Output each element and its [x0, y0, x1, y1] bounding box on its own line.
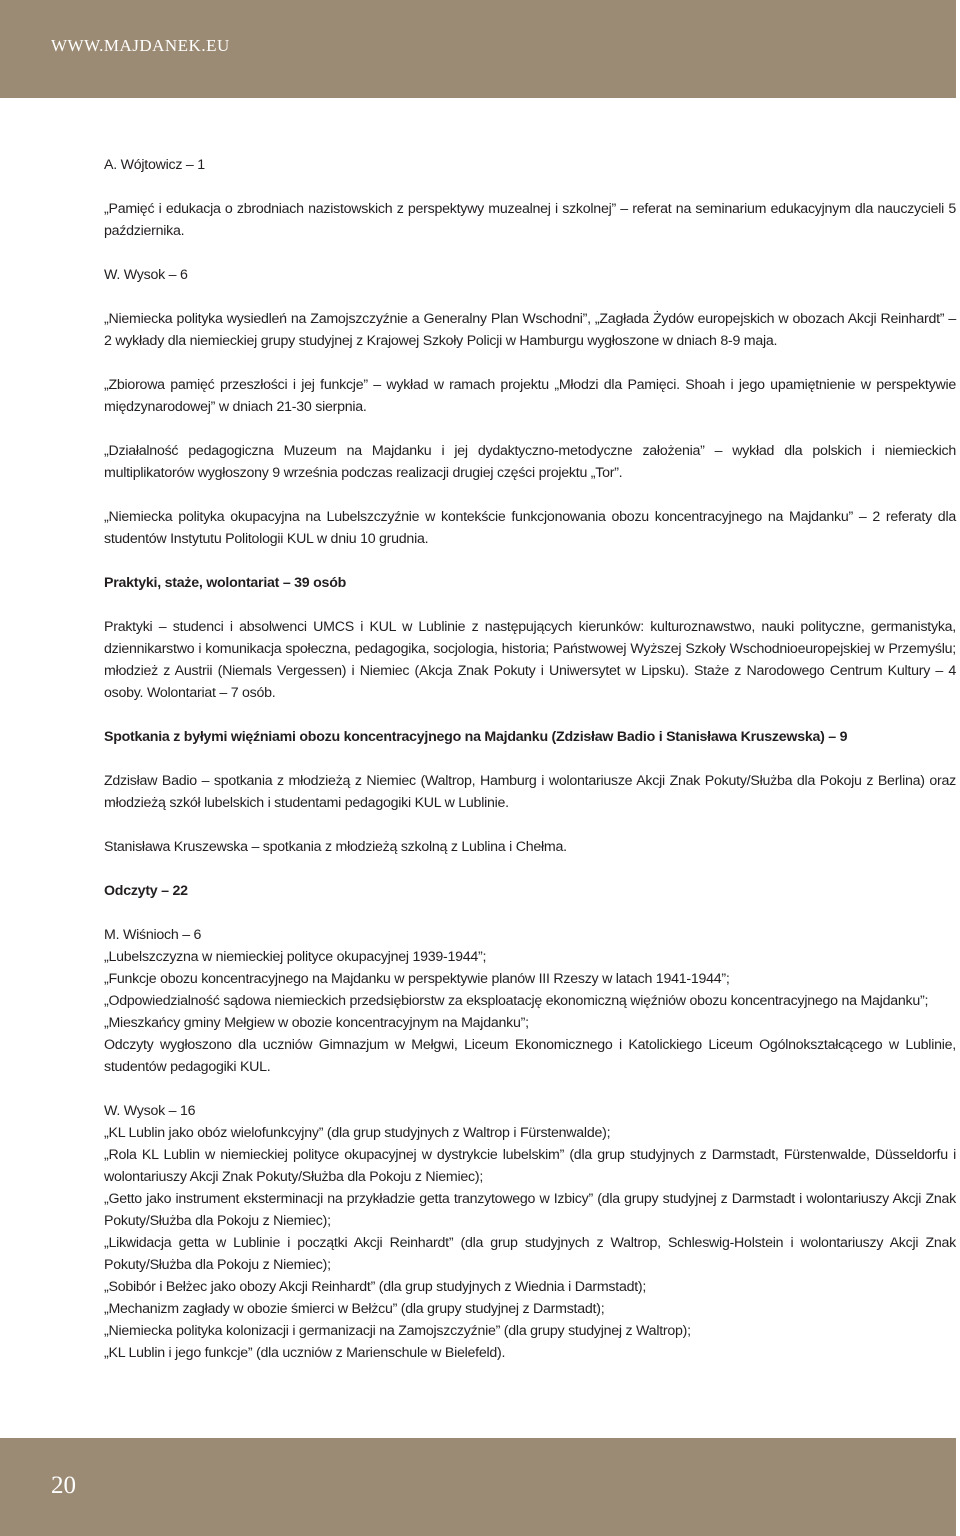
- wysok6-title: W. Wysok – 6: [104, 267, 188, 283]
- wisnioch-item: Odczyty wygłoszono dla uczniów Gimnazjum w Mełgwi, Liceum Ekonomicznego i Katolickiego Liceum Ogólnokształcącego w Lublinie, studentów pedagogiki KUL.: [104, 1037, 956, 1075]
- praktyki-text: Praktyki – studenci i absolwenci UMCS i KUL w Lublinie z następujących kierunków: kulturoznawstwo, nauki polityczne, germanistyka, dziennikarstwo i komunikacja społeczna, pedagogika, socjologia, historia; Państwowej Wyższej Szkoły Wschodnioeuropejskiej w Przemyślu; młodzież z Austrii (Niemals Vergessen) i Niemiec (Akcja Znak Pokuty i Uniwersytet w Lipsku). Staże z Narodowego Centrum Kultury – 4 osoby. Wolontariat – 7 osób.: [104, 619, 956, 701]
- wysok16-item: „Getto jako instrument eksterminacji na przykładzie getta tranzytowego w Izbicy” (dla grupy studyjnej z Darmstadt i wolontariuszy Akcji Znak Pokuty/Służba dla Pokoju z Niemiec);: [104, 1191, 956, 1229]
- praktyki-heading: Praktyki, staże, wolontariat – 39 osób: [104, 575, 347, 591]
- wysok16-item: „KL Lublin jako obóz wielofunkcyjny” (dla grup studyjnych z Waltrop i Fürstenwalde);: [104, 1125, 611, 1141]
- page-content: [104, 154, 956, 1364]
- wysok16-title: W. Wysok – 16: [104, 1103, 196, 1119]
- wysok16-item: „Niemiecka polityka kolonizacji i germanizacji na Zamojszczyźnie” (dla grupy studyjnej z Waltrop);: [104, 1323, 691, 1339]
- wisnioch-item: „Lubelszczyzna w niemieckiej polityce okupacyjnej 1939-1944”;: [104, 949, 487, 965]
- wysok6-paragraph-2: „Zbiorowa pamięć przeszłości i jej funkcje” – wykład w ramach projektu „Młodzi dla Pamięci. Shoah i jego upamiętnienie w perspektywie międzynarodowej” w dniach 21-30 sierpnia.: [104, 377, 956, 415]
- wysok6-paragraph-1: „Niemiecka polityka wysiedleń na Zamojszczyźnie a Generalny Plan Wschodni”, „Zagłada Żydów europejskich w obozach Akcji Reinhardt” – 2 wykłady dla niemieckiej grupy studyjnej z Krajowej Szkoły Policji w Hamburgu wygłoszone w dniach 8-9 maja.: [104, 311, 956, 349]
- footer-band: [0, 1438, 956, 1536]
- wisnioch-item: „Mieszkańcy gminy Mełgiew w obozie koncentracyjnym na Majdanku”;: [104, 1015, 529, 1031]
- spotkania-paragraph-2: Stanisława Kruszewska – spotkania z młodzieżą szkolną z Lublina i Chełma.: [104, 839, 567, 855]
- wysok16-item: „Sobibór i Bełżec jako obozy Akcji Reinhardt” (dla grup studyjnych z Wiednia i Darmstadt);: [104, 1279, 647, 1295]
- page-number: 20: [51, 1472, 76, 1499]
- odczyty-heading: Odczyty – 22: [104, 883, 188, 899]
- wojtowicz-text: „Pamięć i edukacja o zbrodniach nazistowskich z perspektywy muzealnej i szkolnej” – referat na seminarium edukacyjnym dla nauczycieli 5 października.: [104, 201, 956, 239]
- wisnioch-title: M. Wiśnioch – 6: [104, 927, 202, 943]
- wisnioch-item: „Odpowiedzialność sądowa niemieckich przedsiębiorstw za eksploatację ekonomiczną więźniów obozu koncentracyjnego na Majdanku”;: [104, 993, 929, 1009]
- spotkania-heading: Spotkania z byłymi więźniami obozu koncentracyjnego na Majdanku (Zdzisław Badio i Stanisława Kruszewska) – 9: [104, 729, 848, 745]
- header-band: [0, 0, 956, 98]
- wysok16-item: „Rola KL Lublin w niemieckiej polityce okupacyjnej w dystrykcie lubelskim” (dla grup studyjnych z Darmstadt, Fürstenwalde, Düsseldorfu i wolontariuszy Akcji Znak Pokuty/Służba dla Pokoju z Niemiec);: [104, 1147, 956, 1185]
- wysok6-paragraph-3: „Działalność pedagogiczna Muzeum na Majdanku i jej dydaktyczno-metodyczne założenia” – wykład dla polskich i niemieckich multiplikatorów wygłoszony 9 września podczas realizacji drugiej części projektu „Tor”.: [104, 443, 956, 481]
- wysok6-paragraph-4: „Niemiecka polityka okupacyjna na Lubelszczyźnie w kontekście funkcjonowania obozu koncentracyjnego na Majdanku” – 2 referaty dla studentów Instytutu Politologii KUL w dniu 10 grudnia.: [104, 509, 956, 547]
- wysok16-item: „KL Lublin i jego funkcje” (dla uczniów z Marienschule w Bielefeld).: [104, 1345, 506, 1361]
- wisnioch-item: „Funkcje obozu koncentracyjnego na Majdanku w perspektywie planów III Rzeszy w latach 1941-1944”;: [104, 971, 730, 987]
- wysok16-item: „Mechanizm zagłady w obozie śmierci w Bełżcu” (dla grupy studyjnej z Darmstadt);: [104, 1301, 605, 1317]
- site-url[interactable]: WWW.MAJDANEK.EU: [51, 36, 230, 55]
- wysok16-item: „Likwidacja getta w Lublinie i początki Akcji Reinhardt” (dla grup studyjnych z Waltrop, Schleswig-Holstein i wolontariuszy Akcji Znak Pokuty/Służba dla Pokoju z Niemiec);: [104, 1235, 956, 1273]
- spotkania-paragraph-1: Zdzisław Badio – spotkania z młodzieżą z Niemiec (Waltrop, Hamburg i wolontariusze Akcji Znak Pokuty/Służba dla Pokoju z Berlina) oraz młodzieżą szkół lubelskich i studentami pedagogiki KUL w Lublinie.: [104, 773, 956, 811]
- wojtowicz-title: A. Wójtowicz – 1: [104, 157, 205, 173]
